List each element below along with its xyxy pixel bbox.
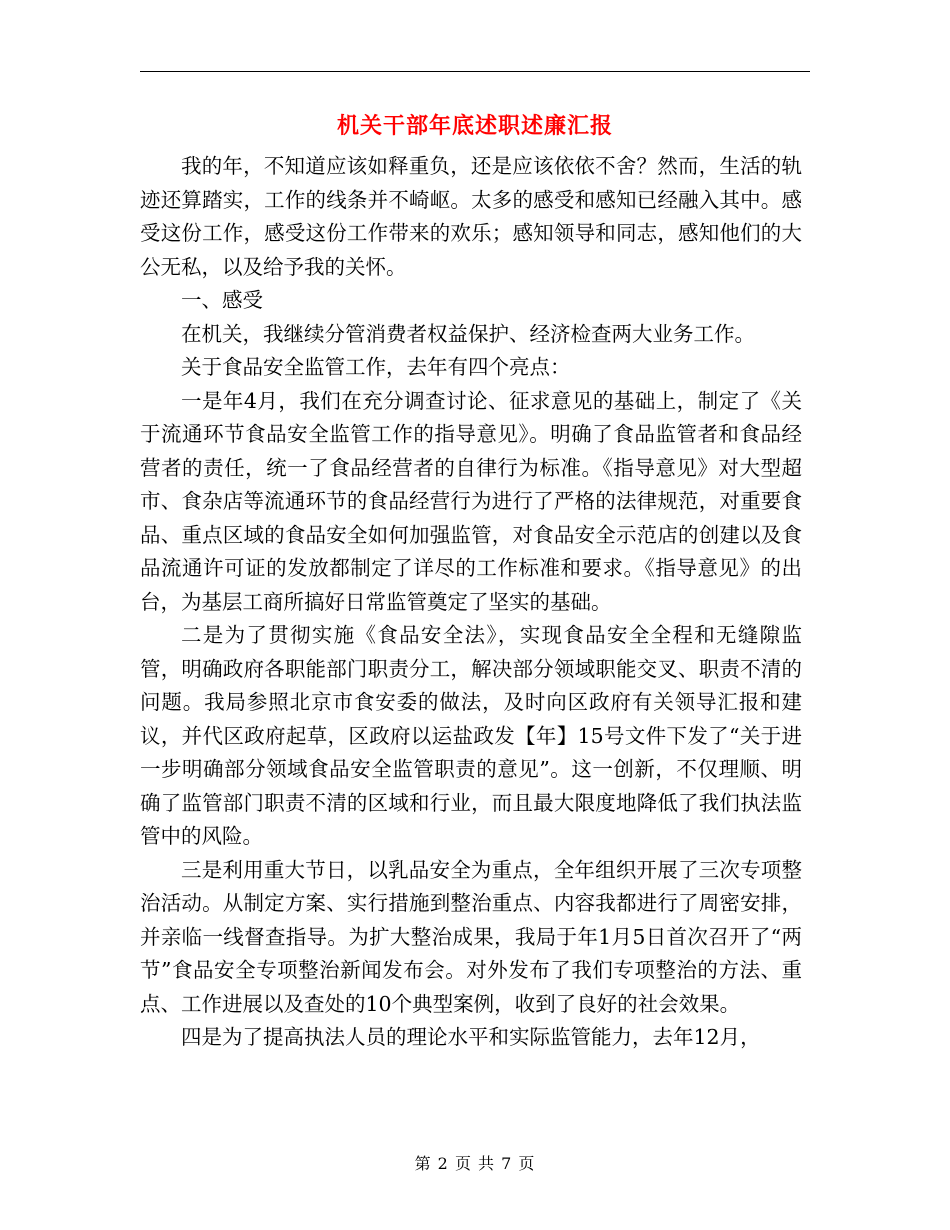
paragraph: 一是年4月，我们在充分调查讨论、征求意见的基础上，制定了《关于流通环节食品安全监管工作的指导意见》。明确了食品监管者和食品经营者的责任，统一了食品经营者的自律行为标准。《指导意见》对大型超市、食杂店等流通环节的食品经营行为进行了严格的法律规范，对重要食品、重点区域的食品安全如何加强监管，对食品安全示范店的创建以及食品流通许可证的发放都制定了详尽的工作标准和要求。《指导意见》的出台，为基层工商所搞好日常监管奠定了坚实的基础。 — [140, 388, 802, 614]
paragraph: 二是为了贯彻实施《食品安全法》，实现食品安全全程和无缝隙监管，明确政府各职能部门职责分工，解决部分领域职能交叉、职责不清的问题。我局参照北京市食安委的做法，及时向区政府有关领导汇报和建议，并代区政府起草，区政府以运盐政发【年】15号文件下发了“关于进一步明确部分领域食品安全监管职责的意见”。这一创新，不仅理顺、明确了监管部门职责不清的区域和行业，而且最大限度地降低了我们执法监管中的风险。 — [140, 623, 802, 848]
paragraph: 三是利用重大节日，以乳品安全为重点，全年组织开展了三次专项整治活动。从制定方案、实行措施到整治重点、内容我都进行了周密安排，并亲临一线督查指导。为扩大整治成果，我局于年1月5日首次召开了“两节”食品安全专项整治新闻发布会。对外发布了我们专项整治的方法、重点、工作进展以及查处的10个典型案例，收到了良好的社会效果。 — [140, 857, 802, 1016]
paragraph-intro: 我的年，不知道应该如释重负，还是应该依依不舍？然而，生活的轨迹还算踏实，工作的线条并不崎岖。太多的感受和感知已经融入其中。感受这份工作，感受这份工作带来的欢乐；感知领导和同志，感知他们的大公无私，以及给予我的关怀。 — [140, 154, 802, 279]
document-title: 机关干部年底述职述廉汇报 — [336, 113, 613, 139]
paragraph: 在机关，我继续分管消费者权益保护、经济检查两大业务工作。 — [181, 321, 755, 346]
section-heading: 一、感受 — [181, 288, 263, 312]
document-body — [140, 150, 802, 1055]
paragraph: 四是为了提高执法人员的理论水平和实际监管能力，去年12月， — [181, 1025, 761, 1049]
header-rule — [140, 71, 810, 72]
page-footer: 第 2 页 共 7 页 — [414, 1154, 536, 1173]
paragraph: 关于食品安全监管工作，去年有四个亮点： — [181, 355, 571, 379]
